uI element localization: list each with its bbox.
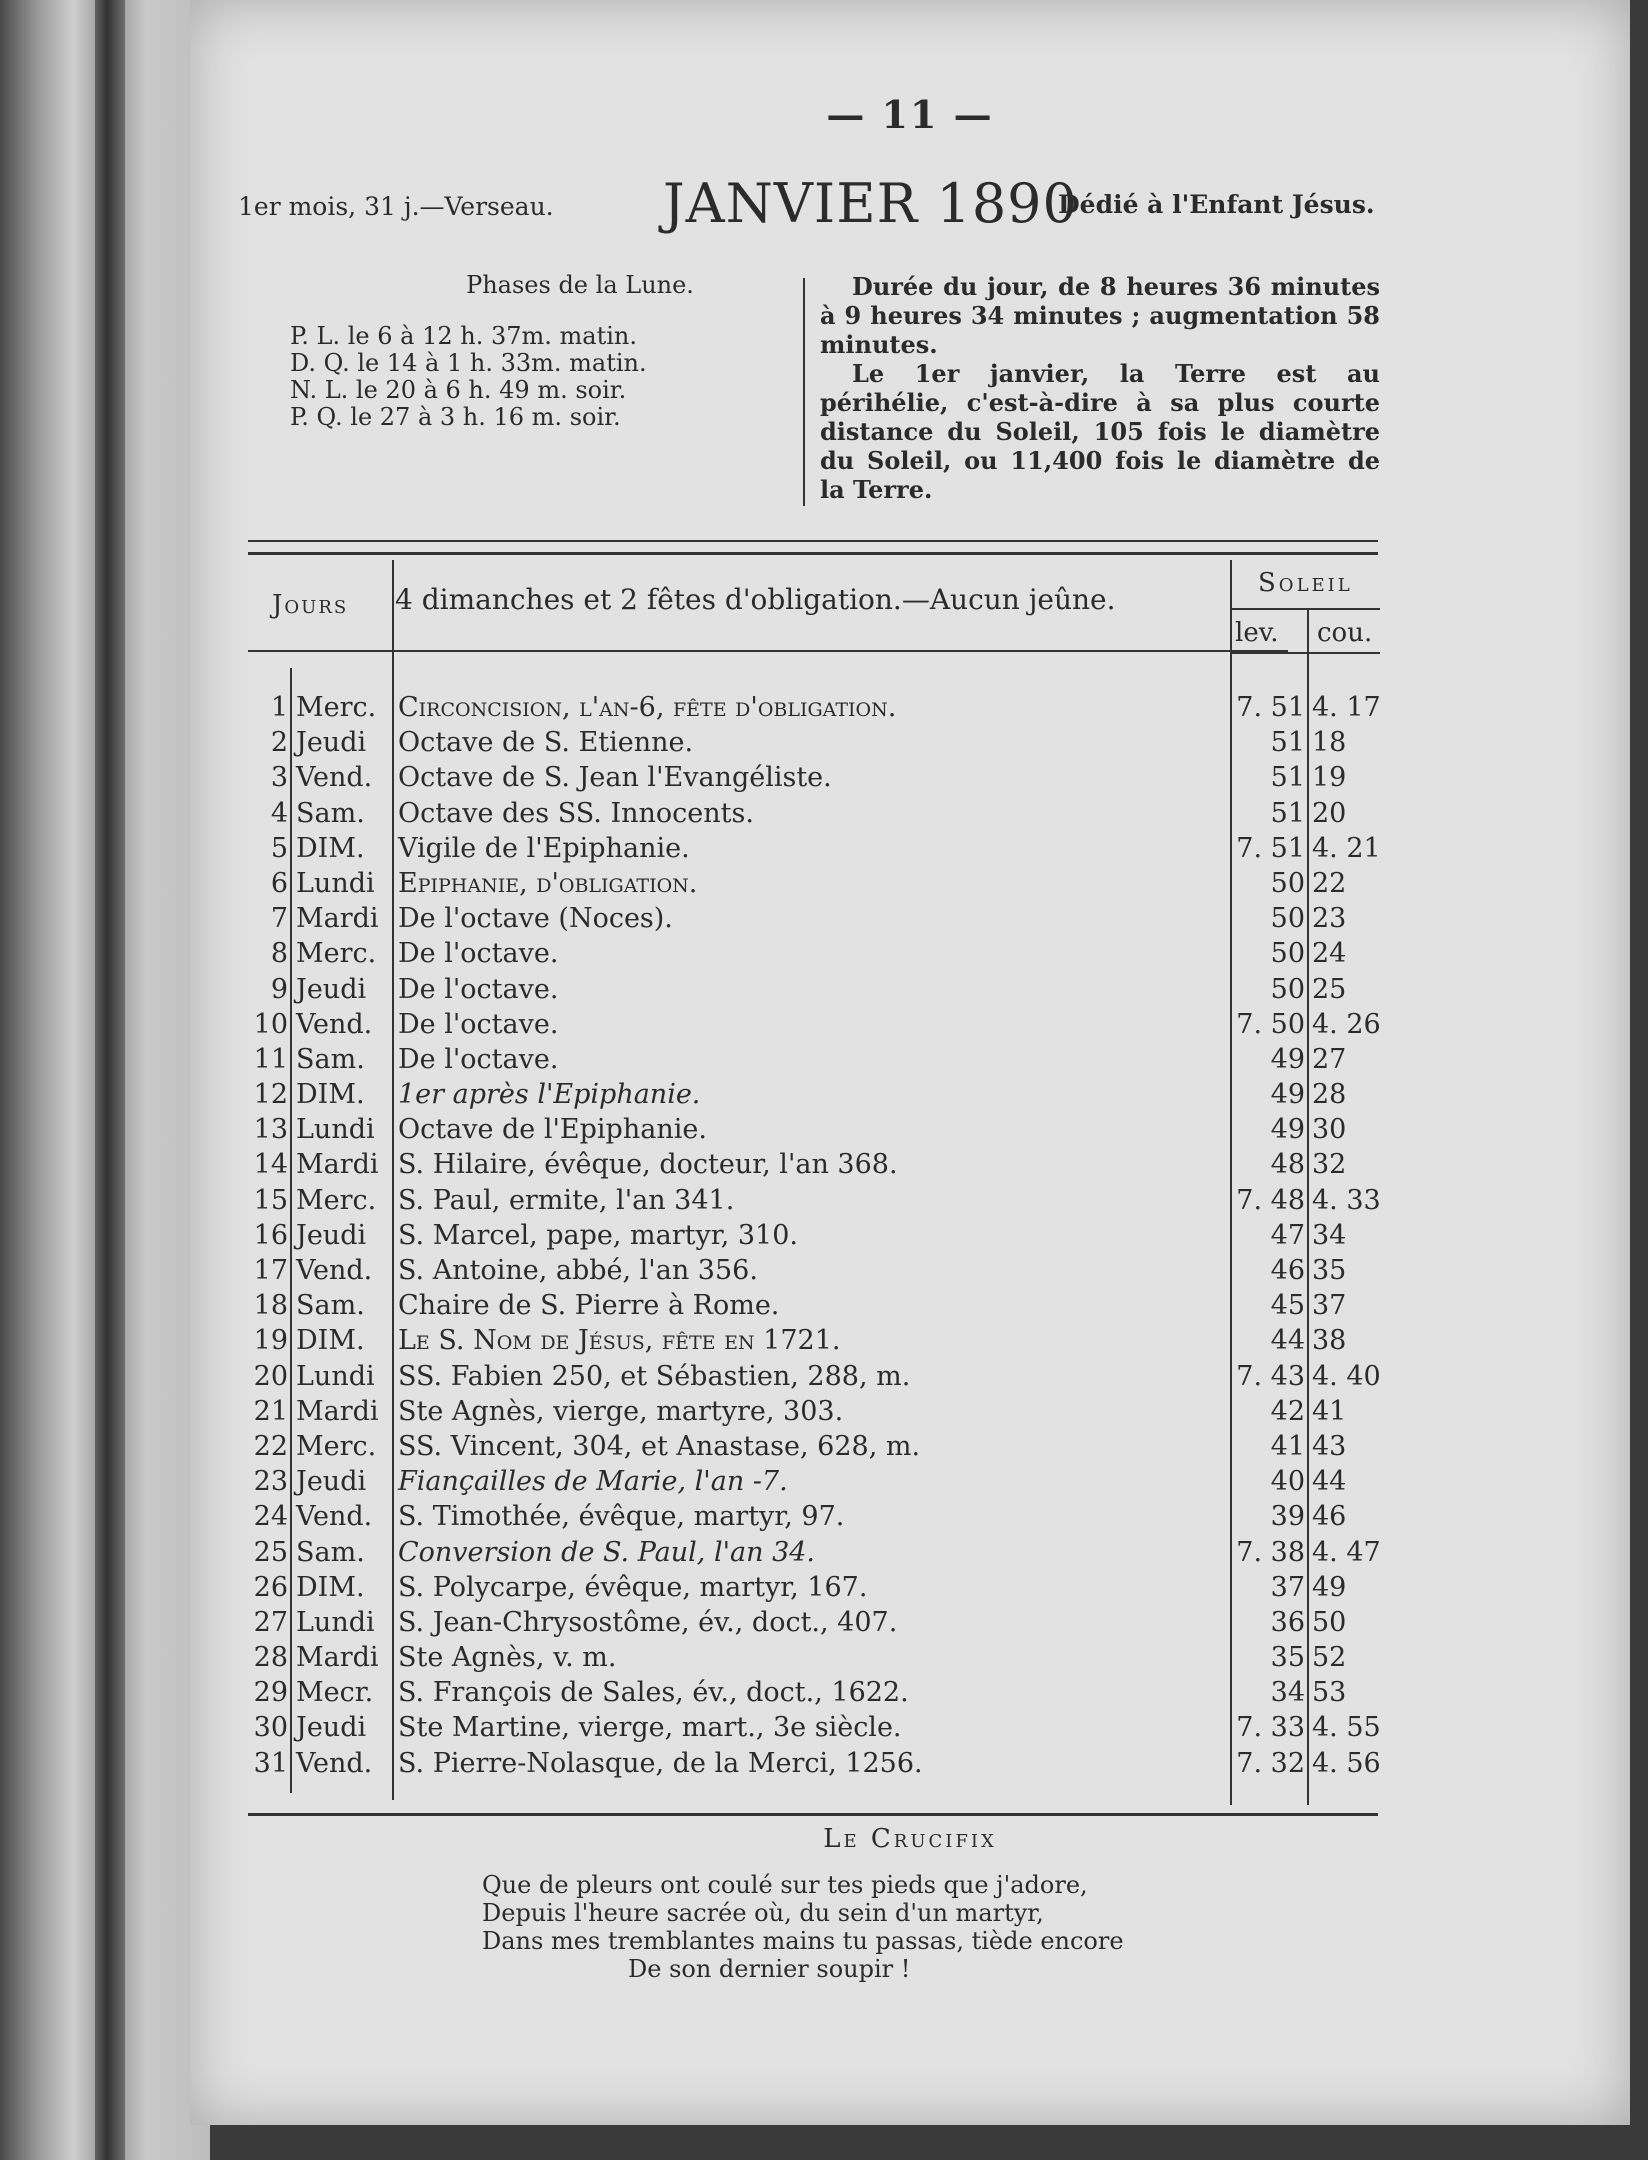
page-number: — 11 — (826, 92, 994, 137)
weekday: Jeudi (296, 1466, 367, 1498)
sunrise: 49 (1270, 1114, 1305, 1146)
day-number: 9 (270, 973, 288, 1005)
moon-phase-line: N. L. le 20 à 6 h. 49 m. soir. (290, 376, 627, 404)
table-row (190, 760, 1630, 795)
table-row (190, 725, 1630, 760)
sunrise: 42 (1270, 1395, 1305, 1427)
weekday: Mardi (296, 1395, 379, 1427)
table-row (190, 1077, 1630, 1112)
sunrise: 46 (1270, 1255, 1305, 1286)
day-number: 17 (253, 1255, 288, 1286)
feast-description: S. Antoine, abbé, l'an 356. (398, 1255, 758, 1286)
weekday: Merc. (296, 1430, 377, 1462)
day-number: 20 (253, 1360, 288, 1392)
weekday: Sam. (296, 1536, 365, 1568)
sunrise: 36 (1270, 1606, 1305, 1638)
feast-description: Octave de S. Etienne. (398, 727, 694, 759)
day-number: 4 (270, 797, 288, 829)
weekday: Sam. (296, 1290, 365, 1322)
sunset: 43 (1312, 1430, 1347, 1462)
sunrise: 40 (1270, 1466, 1305, 1498)
table-row (190, 1253, 1630, 1288)
table-row (190, 1710, 1630, 1745)
sunrise: 7. 43 (1236, 1360, 1305, 1392)
sunset: 4. 21 (1312, 832, 1381, 864)
table-row (190, 1218, 1630, 1253)
sunrise: 34 (1270, 1677, 1305, 1709)
feast-description: 1er après l'Epiphanie. (398, 1079, 701, 1111)
table-row (190, 901, 1630, 936)
weekday: Mardi (296, 1149, 379, 1181)
weekday: Merc. (296, 692, 377, 723)
table-row (190, 1323, 1630, 1358)
weekday: DIM. (296, 1325, 365, 1357)
feast-description: S. Pierre-Nolasque, de la Merci, 1256. (398, 1747, 923, 1779)
weekday: Vend. (296, 1747, 373, 1779)
almanac-page (190, 0, 1630, 2125)
day-number: 18 (253, 1290, 288, 1322)
day-length-notes (820, 272, 1380, 504)
table-row (190, 831, 1630, 866)
feast-description: S. Paul, ermite, l'an 341. (398, 1184, 735, 1216)
feast-description: Octave de l'Epiphanie. (398, 1114, 707, 1146)
weekday: Jeudi (296, 727, 367, 759)
feast-description: De l'octave. (398, 938, 559, 970)
feast-description: Le S. Nom de Jésus, fête en 1721. (398, 1325, 841, 1357)
moon-phase-line: P. Q. le 27 à 3 h. 16 m. soir. (290, 403, 621, 431)
feast-description: Octave des SS. Innocents. (398, 797, 754, 829)
sunrise: 7. 33 (1236, 1712, 1305, 1744)
sunset: 32 (1312, 1149, 1347, 1181)
sunrise: 49 (1270, 1043, 1305, 1075)
rule (248, 552, 1378, 555)
sunset: 35 (1312, 1255, 1347, 1286)
table-row (190, 1746, 1630, 1781)
day-number: 12 (253, 1079, 288, 1111)
sunrise: 37 (1270, 1571, 1305, 1603)
sunset: 4. 26 (1312, 1008, 1381, 1040)
table-row (190, 1675, 1630, 1710)
sunset: 4. 17 (1312, 692, 1381, 723)
sunset: 30 (1312, 1114, 1347, 1146)
weekday: Merc. (296, 938, 377, 970)
sunrise: 48 (1270, 1149, 1305, 1181)
weekday: Jeudi (296, 1712, 367, 1744)
day-number: 23 (253, 1466, 288, 1498)
table-row (190, 1183, 1630, 1218)
weekday: Mardi (296, 1642, 379, 1674)
table-row (190, 1112, 1630, 1147)
header-jours: Jours (272, 590, 349, 620)
table-row (190, 1640, 1630, 1675)
poem-title: Le Crucifix (823, 1824, 997, 1854)
header-description: 4 dimanches et 2 fêtes d'obligation.—Aucun jeûne. (395, 583, 1116, 616)
weekday: DIM. (296, 1571, 365, 1603)
feast-description: S. François de Sales, év., doct., 1622. (398, 1677, 909, 1709)
day-number: 26 (253, 1571, 288, 1603)
table-line (1230, 652, 1380, 654)
feast-description: Ste Agnès, v. m. (398, 1642, 617, 1674)
dedication: Dédié à l'Enfant Jésus. (1058, 190, 1375, 219)
table-row (190, 866, 1630, 901)
feast-description: De l'octave. (398, 1043, 559, 1075)
sunrise: 7. 51 (1236, 692, 1305, 723)
table-row (190, 1429, 1630, 1464)
feast-description: S. Jean-Chrysostôme, év., doct., 407. (398, 1606, 898, 1638)
weekday: Vend. (296, 762, 373, 794)
weekday: DIM. (296, 1079, 365, 1111)
weekday: Lundi (296, 1114, 375, 1146)
feast-description: De l'octave. (398, 973, 559, 1005)
day-number: 15 (253, 1184, 288, 1216)
feast-description: Ste Agnès, vierge, martyre, 303. (398, 1395, 844, 1427)
sunrise: 50 (1270, 903, 1305, 935)
day-number: 30 (253, 1712, 288, 1744)
sunrise: 7. 32 (1236, 1747, 1305, 1779)
feast-description: Vigile de l'Epiphanie. (398, 832, 690, 864)
header-lev: lev. (1235, 618, 1279, 648)
feast-description: De l'octave (Noces). (398, 903, 673, 935)
day-number: 27 (253, 1606, 288, 1638)
day-number: 22 (253, 1430, 288, 1462)
feast-description: Conversion de S. Paul, l'an 34. (398, 1536, 816, 1568)
day-number: 11 (253, 1043, 288, 1075)
header-cou: cou. (1317, 618, 1373, 648)
feast-description: S. Timothée, évêque, martyr, 97. (398, 1501, 845, 1533)
weekday: Mardi (296, 903, 379, 935)
day-number: 7 (270, 903, 288, 935)
sunrise: 51 (1270, 727, 1305, 759)
feast-description: Ste Martine, vierge, mart., 3e siècle. (398, 1712, 902, 1744)
weekday: Jeudi (296, 1219, 367, 1251)
table-row (190, 690, 1630, 725)
table-row (190, 796, 1630, 831)
weekday: Vend. (296, 1255, 373, 1286)
month-title: JANVIER 1890 (663, 172, 1078, 235)
sunrise: 50 (1270, 867, 1305, 899)
weekday: Vend. (296, 1008, 373, 1040)
weekday: Lundi (296, 1606, 375, 1638)
table-row (190, 1605, 1630, 1640)
poem (190, 1825, 1630, 1983)
feast-description: Octave de S. Jean l'Evangéliste. (398, 762, 832, 794)
feast-description: S. Marcel, pape, martyr, 310. (398, 1219, 798, 1251)
month-header (238, 172, 1438, 242)
sunset: 4. 56 (1312, 1747, 1381, 1779)
sunrise: 47 (1270, 1219, 1305, 1251)
month-info: 1er mois, 31 j.—Verseau. (238, 192, 554, 221)
day-number: 5 (270, 832, 288, 864)
sunrise: 51 (1270, 797, 1305, 829)
moon-phases (290, 272, 810, 431)
sunset: 38 (1312, 1325, 1347, 1357)
feast-description: De l'octave. (398, 1008, 559, 1040)
sunset: 37 (1312, 1290, 1347, 1322)
feast-description: Chaire de S. Pierre à Rome. (398, 1290, 780, 1322)
sunset: 53 (1312, 1677, 1347, 1709)
feast-description: Epiphanie, d'obligation. (398, 867, 698, 899)
sunrise: 44 (1270, 1325, 1305, 1357)
table-row (190, 1288, 1630, 1323)
day-number: 10 (253, 1008, 288, 1040)
sunset: 50 (1312, 1606, 1347, 1638)
weekday: Lundi (296, 867, 375, 899)
weekday: Lundi (296, 1360, 375, 1392)
rule (248, 540, 1378, 542)
sunset: 4. 40 (1312, 1360, 1381, 1392)
sunset: 22 (1312, 867, 1347, 899)
weekday: Sam. (296, 1043, 365, 1075)
sunrise: 7. 51 (1236, 832, 1305, 864)
day-number: 2 (270, 727, 288, 759)
sunrise: 7. 50 (1236, 1008, 1305, 1040)
day-number: 29 (253, 1677, 288, 1709)
sunset: 23 (1312, 903, 1347, 935)
weekday: Mecr. (296, 1677, 374, 1709)
day-number: 1 (270, 692, 288, 723)
poem-line: Que de pleurs ont coulé sur tes pieds que j'adore, (482, 1871, 1088, 1899)
sunset: 19 (1312, 762, 1347, 794)
weekday: Sam. (296, 797, 365, 829)
table-line (1230, 608, 1380, 610)
feast-description: S. Polycarpe, évêque, martyr, 167. (398, 1571, 868, 1603)
feast-description: Circoncision, l'an-6, fête d'obligation. (398, 692, 897, 723)
feast-description: S. Hilaire, évêque, docteur, l'an 368. (398, 1149, 898, 1181)
table-line (248, 650, 1288, 652)
sunset: 34 (1312, 1219, 1347, 1251)
table-row (190, 1464, 1630, 1499)
table-row (190, 972, 1630, 1007)
sunrise: 41 (1270, 1430, 1305, 1462)
moon-phase-line: P. L. le 6 à 12 h. 37m. matin. (290, 322, 637, 350)
day-number: 31 (253, 1747, 288, 1779)
day-number: 13 (253, 1114, 288, 1146)
day-number: 21 (253, 1395, 288, 1427)
table-row (190, 1394, 1630, 1429)
day-length-text: Durée du jour, de 8 heures 36 minutes à 9 heures 34 minutes ; augmentation 58 minutes. (820, 272, 1380, 359)
table-row (190, 1007, 1630, 1042)
perihelion-text: Le 1er janvier, la Terre est au périhélie, c'est-à-dire à sa plus courte distance du Soleil, 105 fois le diamètre du Soleil, ou 11,400 fois le diamètre de la Terre. (820, 359, 1380, 504)
sunset: 46 (1312, 1501, 1347, 1533)
header-soleil: Soleil (1258, 568, 1353, 598)
weekday: Jeudi (296, 973, 367, 1005)
sunrise: 7. 38 (1236, 1536, 1305, 1568)
feast-description: SS. Fabien 250, et Sébastien, 288, m. (398, 1360, 911, 1392)
table-row (190, 1535, 1630, 1570)
day-number: 19 (253, 1325, 288, 1357)
day-number: 6 (270, 867, 288, 899)
day-number: 28 (253, 1642, 288, 1674)
sunrise: 7. 48 (1236, 1184, 1305, 1216)
weekday: DIM. (296, 832, 365, 864)
sunset: 27 (1312, 1043, 1347, 1075)
sunrise: 45 (1270, 1290, 1305, 1322)
sunset: 49 (1312, 1571, 1347, 1603)
day-number: 24 (253, 1501, 288, 1533)
sunset: 20 (1312, 797, 1347, 829)
table-row (190, 1147, 1630, 1182)
sunset: 24 (1312, 938, 1347, 970)
poem-line: Dans mes tremblantes mains tu passas, tiède encore (482, 1927, 1124, 1955)
binding-edge (95, 0, 125, 2160)
sunrise: 39 (1270, 1501, 1305, 1533)
feast-description: SS. Vincent, 304, et Anastase, 628, m. (398, 1430, 921, 1462)
sunset: 18 (1312, 727, 1347, 759)
table-row (190, 1570, 1630, 1605)
sunset: 28 (1312, 1079, 1347, 1111)
sunrise: 51 (1270, 762, 1305, 794)
rule (248, 1813, 1378, 1816)
table-row (190, 1359, 1630, 1394)
sunset: 41 (1312, 1395, 1347, 1427)
sunrise: 50 (1270, 938, 1305, 970)
moon-phases-title: Phases de la Lune. (466, 271, 694, 299)
calendar-table (190, 690, 1630, 1781)
table-row (190, 1499, 1630, 1534)
sunset: 52 (1312, 1642, 1347, 1674)
sunset: 4. 55 (1312, 1712, 1381, 1744)
day-number: 25 (253, 1536, 288, 1568)
weekday: Vend. (296, 1501, 373, 1533)
poem-line: De son dernier soupir ! (628, 1955, 911, 1983)
day-number: 16 (253, 1219, 288, 1251)
weekday: Merc. (296, 1184, 377, 1216)
day-number: 14 (253, 1149, 288, 1181)
sunset: 44 (1312, 1466, 1347, 1498)
sunset: 25 (1312, 973, 1347, 1005)
table-row (190, 936, 1630, 971)
sunrise: 50 (1270, 973, 1305, 1005)
sunset: 4. 33 (1312, 1184, 1381, 1216)
table-row (190, 1042, 1630, 1077)
sunrise: 35 (1270, 1642, 1305, 1674)
sunrise: 49 (1270, 1079, 1305, 1111)
day-number: 8 (270, 938, 288, 970)
moon-phase-line: D. Q. le 14 à 1 h. 33m. matin. (290, 349, 647, 377)
poem-line: Depuis l'heure sacrée où, du sein d'un martyr, (482, 1899, 1044, 1927)
sunset: 4. 47 (1312, 1536, 1381, 1568)
column-divider (803, 278, 805, 506)
feast-description: Fiançailles de Marie, l'an -7. (398, 1466, 788, 1498)
day-number: 3 (270, 762, 288, 794)
